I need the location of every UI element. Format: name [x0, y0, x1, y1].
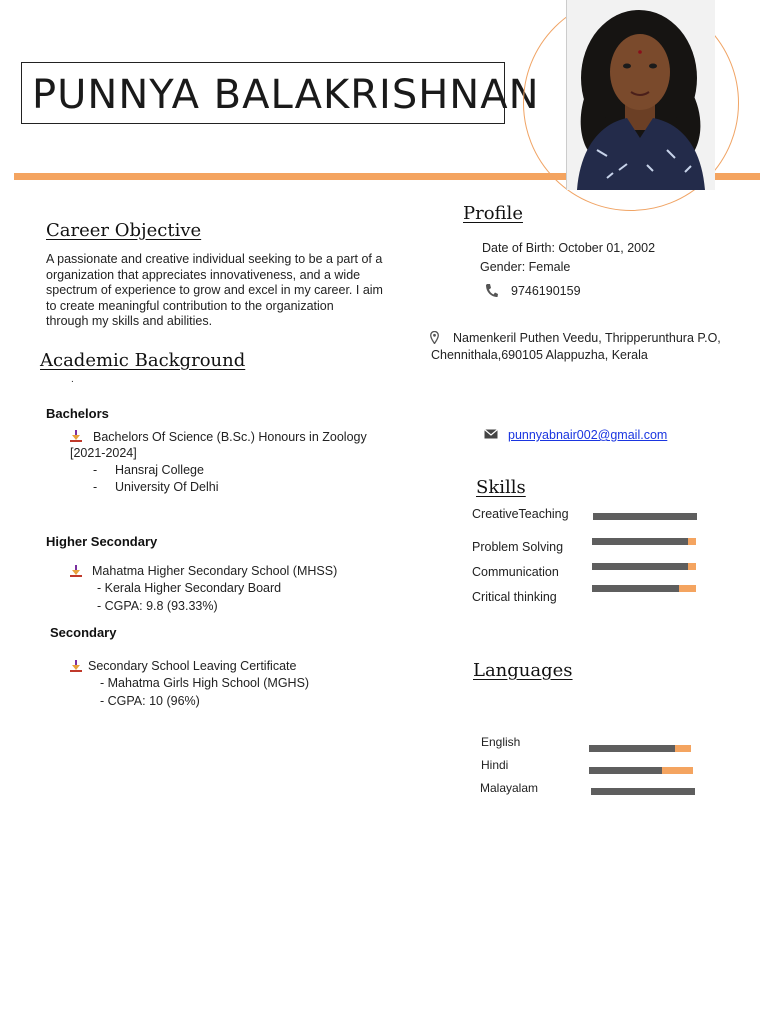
bachelors-college: Hansraj College — [115, 463, 204, 477]
arrow-bullet-icon — [70, 660, 82, 672]
secondary-school: - Mahatma Girls High School (MGHS) — [100, 676, 310, 690]
career-line: A passionate and creative individual seeking to be a part of a — [46, 252, 383, 266]
portrait-illustration — [567, 0, 715, 190]
location-pin-icon — [430, 331, 439, 344]
address-line-2: Chennithala,690105 Alappuzha, Kerala — [431, 348, 648, 362]
language-label: English — [481, 735, 521, 749]
bachelors-university: University Of Delhi — [115, 480, 219, 494]
dash-marker: - — [93, 463, 98, 477]
bachelors-degree: Bachelors Of Science (B.Sc.) Honours in Zoology — [93, 430, 367, 444]
academic-background-heading: Academic Background — [40, 350, 246, 371]
skill-label: Critical thinking — [472, 590, 557, 604]
email-link[interactable]: punnyabnair002@gmail.com — [508, 428, 668, 442]
arrow-bullet-icon — [70, 430, 82, 442]
secondary-certificate: Secondary School Leaving Certificate — [88, 659, 297, 673]
career-line: organization that appreciates innovativeness, and a wide — [46, 267, 361, 282]
skill-bar — [592, 585, 696, 592]
phone-icon — [485, 283, 498, 298]
profile-photo — [566, 0, 715, 190]
stray-dot: . — [71, 374, 74, 385]
skill-label: Communication — [472, 565, 559, 579]
profile-heading: Profile — [463, 203, 523, 224]
dash-marker: - — [93, 480, 98, 494]
language-bar — [589, 745, 691, 752]
skill-bar — [592, 538, 696, 545]
skill-label: CreativeTeaching — [472, 507, 569, 521]
higher-secondary-cgpa: - CGPA: 9.8 (93.33%) — [97, 599, 218, 613]
career-objective-heading: Career Objective — [46, 220, 202, 241]
skill-bar-fill — [592, 563, 688, 570]
career-objective-text — [46, 252, 406, 330]
language-bar-fill — [589, 767, 662, 774]
career-line: spectrum of experience to grow and excel in my career. I aim — [46, 283, 383, 297]
language-label: Hindi — [481, 758, 509, 772]
arrow-bullet-icon — [70, 565, 82, 577]
higher-secondary-board: - Kerala Higher Secondary Board — [97, 581, 282, 595]
skill-bar-fill — [593, 513, 697, 520]
language-bar — [591, 788, 695, 795]
address-line-1: Namenkeril Puthen Veedu, Thripperunthura P.O, — [453, 331, 721, 345]
date-of-birth: Date of Birth: October 01, 2002 — [482, 241, 656, 255]
career-line: to create meaningful contribution to the organization — [46, 298, 334, 313]
language-bar-fill — [589, 745, 675, 752]
skill-bar — [592, 563, 696, 570]
skill-bar-fill — [592, 585, 679, 592]
secondary-title: Secondary — [50, 625, 117, 640]
language-bar — [589, 767, 693, 774]
higher-secondary-school: Mahatma Higher Secondary School (MHSS) — [92, 564, 338, 578]
phone-number: 9746190159 — [511, 284, 581, 298]
secondary-cgpa: - CGPA: 10 (96%) — [100, 694, 200, 708]
language-label: Malayalam — [480, 781, 539, 795]
bachelors-years: [2021-2024] — [70, 446, 137, 460]
skills-heading: Skills — [476, 477, 526, 498]
gender: Gender: Female — [480, 260, 571, 274]
skill-bar — [593, 513, 697, 520]
career-line: through my skills and abilities. — [46, 314, 213, 328]
skill-label: Problem Solving — [472, 540, 564, 554]
languages-heading: Languages — [473, 660, 573, 681]
language-bar-fill — [591, 788, 695, 795]
bachelors-title: Bachelors — [46, 406, 109, 421]
candidate-name: PUNNYA BALAKRISHNAN — [32, 72, 540, 118]
mail-icon — [484, 429, 498, 439]
higher-secondary-title: Higher Secondary — [46, 534, 158, 549]
skill-bar-fill — [592, 538, 688, 545]
